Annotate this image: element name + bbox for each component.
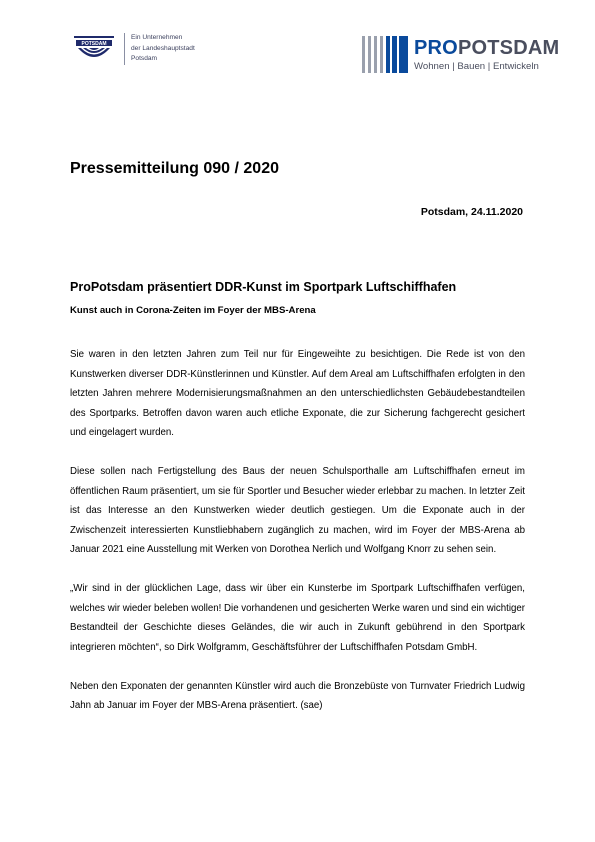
logo-wordmark: POTSDAM: [81, 41, 107, 47]
caption-line: Potsdam: [131, 55, 158, 62]
logo-caption: [124, 33, 195, 65]
paragraph: Diese sollen nach Fertigstellung des Baus der neuen Schulsporthalle am Luftschiffhafen erneut im öffentlichen Raum präsentiert, um sie für Sportler und Besucher wieder erlebbar zu machen. In letzter Zeit ist das Interesse an den Kunstwerken wieder deutlich gestiegen. Um die Exponate auch in der Zwischenzeit interessierten Kunstliebhabern zugänglich zu machen, wird im Foyer der MBS-Arena ab Januar 2021 eine Ausstellung mit Werken von Dorothea Nerlich und Wolfgang Knorr zu sehen sein.: [70, 466, 525, 555]
paragraph: Sie waren in den letzten Jahren zum Teil nur für Eingeweihte zu besichtigen. Die Rede ist von den Kunstwerken diverser DDR-Künstlerinnen und Künstler. Auf dem Areal am Luftschiffhafen erfolgten in den letzten Jahren mehrere Modernisierungsmaßnahmen an den unterschiedlichsten Gebäudebestandteilen des Sportparks. Betroffen davon waren auch etliche Exponate, die zur Sicherung fachgerecht gesichert und eingelagert wurden.: [70, 349, 525, 438]
propotsdam-bars-icon: [362, 36, 408, 73]
brand-name: [414, 37, 559, 59]
paragraph: Neben den Exponaten der genannten Künstler wird auch die Bronzebüste von Turnvater Friedrich Ludwig Jahn ab Januar im Foyer der MBS-Arena präsentiert. (sae): [70, 680, 525, 711]
article-subheadline: Kunst auch in Corona-Zeiten im Foyer der MBS-Arena: [70, 305, 316, 316]
caption-line: Ein Unternehmen: [131, 34, 183, 41]
caption-line: der Landeshauptstadt: [131, 44, 195, 52]
brand-pro: PRO: [414, 37, 458, 59]
article-headline: ProPotsdam präsentiert DDR-Kunst im Sportpark Luftschiffhafen: [70, 280, 457, 294]
potsdam-city-logo: [70, 32, 118, 66]
brand-tagline: Wohnen | Bauen | Entwickeln: [414, 61, 539, 72]
release-date: Potsdam, 24.11.2020: [420, 206, 523, 218]
article-body: [70, 345, 525, 735]
paragraph: „Wir sind in der glücklichen Lage, dass wir über ein Kunsterbe im Sportpark Luftschiffhafen verfügen, welches wir wieder beleben wollen! Die vorhandenen und gesicherten Werke waren und sind ein wichtiger Bestandteil der Geschichte dieses Geländes, die wir auch in Zukunft gebührend in den Sportpark integrieren möchten“, so Dirk Wolfgramm, Geschäftsführer der Luftschiffhafen Potsdam GmbH.: [70, 583, 525, 653]
press-release-title: Pressemitteilung 090 / 2020: [70, 160, 279, 177]
brand-potsdam: POTSDAM: [457, 37, 560, 59]
